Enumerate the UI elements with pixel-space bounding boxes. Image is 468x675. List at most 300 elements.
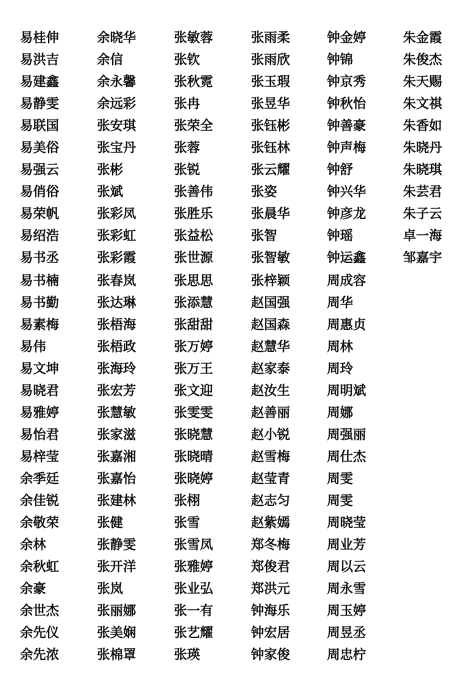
name-text: 邹嘉宇 [403, 251, 443, 267]
name-text: 张冉 [174, 97, 201, 113]
name-text: 张世源 [174, 251, 214, 267]
name-text: 张丽娜 [97, 604, 137, 620]
name-text: 余世杰 [20, 604, 60, 620]
name-text: 张宏芳 [97, 383, 137, 399]
name-entry [174, 138, 213, 160]
name-text: 钟善豪 [327, 119, 367, 135]
name-text: 张添慧 [174, 295, 214, 311]
name-entry [327, 28, 366, 50]
name-text: 赵善丽 [251, 405, 291, 421]
name-text: 周以云 [327, 560, 367, 576]
name-entry [327, 226, 366, 248]
name-entry [20, 248, 59, 270]
name-text: 易美俗 [20, 141, 60, 157]
name-entry [174, 601, 213, 623]
name-text: 张晓婷 [174, 471, 214, 487]
name-entry [174, 293, 213, 315]
name-entry [20, 28, 59, 50]
name-entry [20, 315, 59, 337]
name-entry [403, 94, 442, 116]
name-entry [20, 271, 59, 293]
name-text: 钟秋怡 [327, 97, 367, 113]
name-entry [251, 645, 290, 667]
name-text: 易书楠 [20, 273, 60, 289]
name-text: 张雨柔 [251, 31, 291, 46]
name-entry [174, 28, 213, 50]
name-entry [327, 513, 366, 535]
name-text: 易文坤 [20, 361, 60, 377]
name-text: 朱俊杰 [403, 53, 443, 69]
name-text: 周永雪 [327, 582, 367, 598]
name-text: 钟声梅 [327, 141, 367, 157]
name-text: 钟锦 [327, 53, 354, 69]
name-text: 赵国森 [251, 317, 291, 333]
name-entry [251, 425, 290, 447]
name-text: 张棉罩 [97, 648, 137, 664]
name-text: 周晓莹 [327, 516, 367, 532]
name-entry [327, 535, 366, 557]
name-entry [20, 491, 59, 513]
name-entry [174, 491, 213, 513]
name-entry [327, 293, 366, 315]
name-entry [97, 447, 136, 469]
name-text: 朱文祺 [403, 97, 443, 113]
name-text: 张秋霓 [174, 75, 214, 91]
name-text: 张岚 [97, 582, 124, 598]
name-entry [20, 645, 59, 667]
name-text: 赵小锐 [251, 427, 291, 443]
name-entry [403, 72, 442, 94]
name-text: 赵志匀 [251, 493, 291, 509]
name-text: 张钰彬 [251, 119, 291, 135]
name-text: 张一有 [174, 604, 214, 620]
name-text: 余敬荣 [20, 516, 60, 532]
name-entry [403, 226, 442, 248]
name-entry [251, 226, 290, 248]
name-text: 周娜 [327, 405, 354, 421]
name-entry [20, 50, 59, 72]
name-entry [327, 623, 366, 645]
name-text: 卓一海 [403, 229, 443, 245]
name-text: 余晓华 [97, 31, 137, 46]
name-entry [174, 116, 213, 138]
name-entry [327, 315, 366, 337]
name-text: 易联国 [20, 119, 60, 135]
name-text: 钟宏居 [251, 626, 291, 642]
name-entry [20, 469, 59, 491]
name-entry [327, 271, 366, 293]
name-entry [403, 182, 442, 204]
name-text: 张业弘 [174, 582, 214, 598]
name-entry [20, 337, 59, 359]
name-entry [251, 72, 290, 94]
name-text: 张雅婷 [174, 560, 214, 576]
name-entry [97, 50, 136, 72]
name-entry [403, 248, 442, 270]
name-entry [97, 623, 136, 645]
name-text: 周强丽 [327, 427, 367, 443]
name-entry [174, 315, 213, 337]
name-text: 张荣全 [174, 119, 214, 135]
name-entry [251, 381, 290, 403]
name-entry [97, 535, 136, 557]
name-entry [251, 469, 290, 491]
name-entry [403, 138, 442, 160]
name-text: 张健 [97, 516, 124, 532]
name-text: 易伟 [20, 339, 47, 355]
name-column-5 [327, 28, 366, 667]
name-text: 朱香如 [403, 119, 443, 135]
name-text: 钟瑶 [327, 229, 354, 245]
name-column-3 [174, 28, 213, 667]
name-entry [251, 447, 290, 469]
name-text: 张益松 [174, 229, 214, 245]
name-column-6 [403, 28, 442, 271]
name-text: 余永馨 [97, 75, 137, 91]
name-entry [174, 337, 213, 359]
name-text: 易怡君 [20, 427, 60, 443]
name-text: 张晓晴 [174, 449, 214, 465]
name-text: 郑冬梅 [251, 538, 291, 554]
name-text: 周雯 [327, 493, 354, 509]
name-entry [251, 513, 290, 535]
name-entry [20, 182, 59, 204]
name-entry [327, 403, 366, 425]
name-entry [20, 447, 59, 469]
name-entry [97, 579, 136, 601]
name-text: 余远彩 [97, 97, 137, 113]
name-text: 张梓颖 [251, 273, 291, 289]
name-entry [327, 579, 366, 601]
name-text: 赵紫嫣 [251, 516, 291, 532]
name-entry [251, 138, 290, 160]
name-entry [97, 204, 136, 226]
name-entry [174, 425, 213, 447]
name-entry [174, 226, 213, 248]
name-text: 张晓慧 [174, 427, 214, 443]
name-entry [251, 160, 290, 182]
name-text: 张蓉 [174, 141, 201, 157]
name-text: 赵雪梅 [251, 449, 291, 465]
name-entry [403, 50, 442, 72]
name-entry [251, 204, 290, 226]
name-text: 张艺耀 [174, 626, 214, 642]
name-text: 赵国强 [251, 295, 291, 311]
name-entry [97, 557, 136, 579]
name-text: 易强云 [20, 163, 60, 179]
name-entry [20, 94, 59, 116]
name-entry [327, 447, 366, 469]
name-entry [174, 557, 213, 579]
name-text: 张开洋 [97, 560, 137, 576]
name-text: 朱晓丹 [403, 141, 443, 157]
name-entry [403, 160, 442, 182]
name-text: 朱子云 [403, 207, 443, 223]
name-entry [174, 248, 213, 270]
name-text: 张达琳 [97, 295, 137, 311]
name-entry [97, 160, 136, 182]
name-text: 周业芳 [327, 538, 367, 554]
name-text: 赵莹青 [251, 471, 291, 487]
name-entry [251, 359, 290, 381]
name-text: 张慧敏 [97, 405, 137, 421]
name-entry [327, 138, 366, 160]
name-entry [97, 491, 136, 513]
name-entry [97, 116, 136, 138]
name-entry [251, 535, 290, 557]
name-entry [97, 226, 136, 248]
name-text: 张嘉湘 [97, 449, 137, 465]
name-text: 周林 [327, 339, 354, 355]
name-text: 张建林 [97, 493, 137, 509]
name-text: 周仕杰 [327, 449, 367, 465]
name-text: 钟运鑫 [327, 251, 367, 267]
name-column-1 [20, 28, 59, 667]
name-text: 张智 [251, 229, 278, 245]
name-entry [97, 513, 136, 535]
name-entry [327, 469, 366, 491]
name-entry [97, 182, 136, 204]
name-entry [20, 557, 59, 579]
name-text: 余秋虹 [20, 560, 60, 576]
name-entry [174, 271, 213, 293]
name-text: 张胜乐 [174, 207, 214, 223]
name-entry [327, 381, 366, 403]
name-entry [174, 94, 213, 116]
name-entry [20, 381, 59, 403]
name-text: 张雯雯 [174, 405, 214, 421]
name-entry [327, 160, 366, 182]
name-entry [174, 513, 213, 535]
name-text: 钟京秀 [327, 75, 367, 91]
name-text: 张海玲 [97, 361, 137, 377]
name-entry [20, 226, 59, 248]
name-text: 张智敏 [251, 251, 291, 267]
name-entry [251, 50, 290, 72]
name-text: 易书勤 [20, 295, 60, 311]
name-entry [403, 28, 442, 50]
name-text: 钟家俊 [251, 648, 291, 664]
name-text: 张雨欣 [251, 53, 291, 69]
name-entry [251, 491, 290, 513]
name-text: 周明斌 [327, 383, 367, 399]
name-text: 余先仪 [20, 626, 60, 642]
name-text: 朱金霞 [403, 31, 443, 46]
name-text: 周成容 [327, 273, 367, 289]
name-entry [251, 315, 290, 337]
name-text: 张彬 [97, 163, 124, 179]
name-entry [20, 204, 59, 226]
name-entry [327, 94, 366, 116]
name-entry [97, 28, 136, 50]
name-entry [327, 557, 366, 579]
name-text: 张万婷 [174, 339, 214, 355]
name-text: 张万王 [174, 361, 214, 377]
name-text: 张美娴 [97, 626, 137, 642]
name-entry [251, 28, 290, 50]
name-entry [327, 248, 366, 270]
name-entry [97, 469, 136, 491]
name-entry [174, 645, 213, 667]
name-entry [97, 359, 136, 381]
name-entry [251, 94, 290, 116]
name-text: 周玲 [327, 361, 354, 377]
name-entry [97, 248, 136, 270]
name-entry [20, 160, 59, 182]
name-entry [20, 293, 59, 315]
name-text: 周华 [327, 295, 354, 311]
name-entry [174, 160, 213, 182]
name-entry [327, 204, 366, 226]
name-text: 张敏蓉 [174, 31, 214, 46]
name-entry [174, 72, 213, 94]
name-entry [20, 72, 59, 94]
name-text: 钟金婷 [327, 31, 367, 46]
name-entry [251, 403, 290, 425]
name-text: 易绍浩 [20, 229, 60, 245]
name-text: 张彩凤 [97, 207, 137, 223]
name-text: 张思思 [174, 273, 214, 289]
name-entry [251, 293, 290, 315]
name-entry [174, 535, 213, 557]
name-entry [97, 315, 136, 337]
name-text: 易俏俗 [20, 185, 60, 201]
name-entry [174, 50, 213, 72]
name-entry [327, 425, 366, 447]
name-entry [174, 579, 213, 601]
name-entry [327, 50, 366, 72]
name-entry [20, 513, 59, 535]
name-entry [327, 337, 366, 359]
name-text: 赵汝生 [251, 383, 291, 399]
name-entry [97, 72, 136, 94]
name-text: 张善伟 [174, 185, 214, 201]
name-entry [327, 491, 366, 513]
name-text: 易静雯 [20, 97, 60, 113]
name-text: 张春岚 [97, 273, 137, 289]
name-text: 余佳锐 [20, 493, 60, 509]
name-text: 张瑛 [174, 648, 201, 664]
name-text: 张彩霞 [97, 251, 137, 267]
name-entry [97, 271, 136, 293]
name-text: 易桂伸 [20, 31, 60, 46]
name-text: 余先浓 [20, 648, 60, 664]
name-entry [97, 403, 136, 425]
name-text: 张栩 [174, 493, 201, 509]
name-text: 余信 [97, 53, 124, 69]
name-entry [174, 359, 213, 381]
name-text: 赵慧华 [251, 339, 291, 355]
name-text: 易洪吉 [20, 53, 60, 69]
name-entry [20, 623, 59, 645]
name-entry [327, 645, 366, 667]
name-entry [327, 116, 366, 138]
name-text: 钟彦龙 [327, 207, 367, 223]
name-text: 周惠贞 [327, 317, 367, 333]
name-entry [174, 447, 213, 469]
name-text: 赵家泰 [251, 361, 291, 377]
name-text: 张文迎 [174, 383, 214, 399]
name-entry [20, 403, 59, 425]
name-entry [97, 94, 136, 116]
name-text: 张梧海 [97, 317, 137, 333]
name-text: 余季廷 [20, 471, 60, 487]
name-entry [20, 601, 59, 623]
name-entry [174, 623, 213, 645]
name-entry [251, 182, 290, 204]
name-text: 郑洪元 [251, 582, 291, 598]
name-text: 朱天赐 [403, 75, 443, 91]
name-entry [251, 557, 290, 579]
name-entry [327, 182, 366, 204]
name-text: 张斌 [97, 185, 124, 201]
name-text: 易荣帆 [20, 207, 60, 223]
name-text: 张钰林 [251, 141, 291, 157]
name-text: 易书丞 [20, 251, 60, 267]
name-text: 易建鑫 [20, 75, 60, 91]
name-entry [174, 182, 213, 204]
name-text: 钟海乐 [251, 604, 291, 620]
name-entry [251, 601, 290, 623]
name-text: 易雅婷 [20, 405, 60, 421]
name-entry [403, 204, 442, 226]
name-entry [97, 138, 136, 160]
name-column-2 [97, 28, 136, 667]
name-entry [251, 623, 290, 645]
name-text: 张锐 [174, 163, 201, 179]
name-text: 朱芸君 [403, 185, 443, 201]
name-entry [20, 116, 59, 138]
name-entry [97, 337, 136, 359]
name-text: 张静雯 [97, 538, 137, 554]
name-text: 张彩虹 [97, 229, 137, 245]
name-text: 朱晓琪 [403, 163, 443, 179]
name-entry [403, 116, 442, 138]
name-entry [20, 579, 59, 601]
name-entry [20, 425, 59, 447]
name-entry [251, 271, 290, 293]
name-entry [174, 204, 213, 226]
name-entry [97, 645, 136, 667]
name-entry [327, 72, 366, 94]
name-entry [327, 601, 366, 623]
name-text: 张钦 [174, 53, 201, 69]
name-text: 钟兴华 [327, 185, 367, 201]
name-entry [20, 535, 59, 557]
name-text: 周玉婷 [327, 604, 367, 620]
name-entry [174, 469, 213, 491]
name-text: 张姿 [251, 185, 278, 201]
name-entry [97, 381, 136, 403]
name-text: 张晨华 [251, 207, 291, 223]
name-text: 张梧政 [97, 339, 137, 355]
name-text: 张甜甜 [174, 317, 214, 333]
name-entry [97, 293, 136, 315]
name-text: 张雪凤 [174, 538, 214, 554]
name-text: 周忠柠 [327, 648, 367, 664]
name-entry [174, 381, 213, 403]
name-entry [251, 116, 290, 138]
name-text: 余林 [20, 538, 47, 554]
name-entry [251, 579, 290, 601]
name-text: 张昱华 [251, 97, 291, 113]
name-text: 张云耀 [251, 163, 291, 179]
name-entry [20, 138, 59, 160]
name-entry [97, 425, 136, 447]
name-text: 易素梅 [20, 317, 60, 333]
name-text: 钟舒 [327, 163, 354, 179]
name-entry [327, 359, 366, 381]
